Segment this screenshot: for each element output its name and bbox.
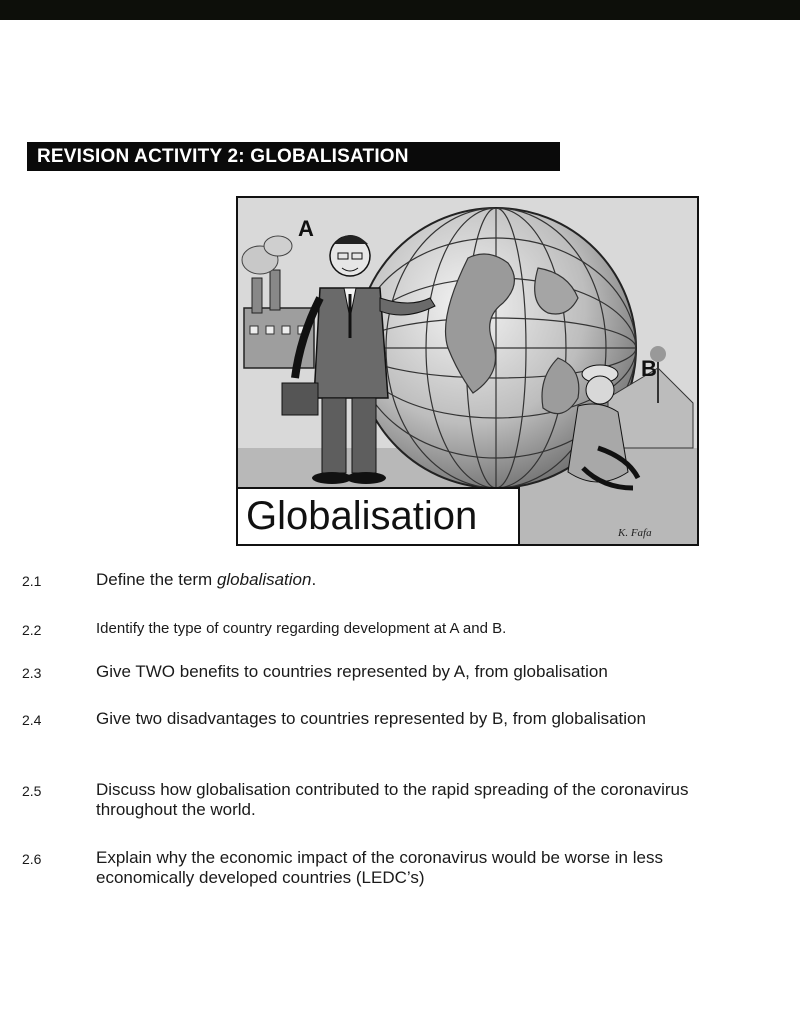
question-number: 2.5 xyxy=(22,783,42,799)
question-number: 2.1 xyxy=(22,573,42,589)
question-text: Identify the type of country regarding development at A and B. xyxy=(96,620,507,637)
label-b: B xyxy=(641,356,657,381)
globalisation-cartoon xyxy=(236,196,699,546)
cartoon-caption: Globalisation xyxy=(238,487,520,545)
question-text: Give TWO benefits to countries represented by A, from globalisation xyxy=(96,662,608,681)
question-text: Give two disadvantages to countries represented by B, from globalisation xyxy=(96,709,646,728)
question-text-part: . xyxy=(311,570,317,589)
label-a: A xyxy=(298,216,314,241)
question-term: globalisation xyxy=(216,570,312,589)
activity-heading: REVISION ACTIVITY 2: GLOBALISATION xyxy=(27,142,560,171)
question-number: 2.2 xyxy=(22,622,42,638)
artist-signature: K. Fafa xyxy=(618,527,652,539)
question-text xyxy=(96,570,776,590)
question-text: Discuss how globalisation contributed to the rapid spreading of the coronavirus throughout the world. xyxy=(96,780,689,819)
question-number: 2.3 xyxy=(22,665,42,681)
question-text-part: Define the term xyxy=(96,570,217,589)
question-number: 2.4 xyxy=(22,712,42,728)
question-text: Explain why the economic impact of the coronavirus would be worse in less economically developed countries (LEDC’s) xyxy=(96,848,663,887)
top-bar xyxy=(0,0,800,20)
question-number: 2.6 xyxy=(22,851,42,867)
